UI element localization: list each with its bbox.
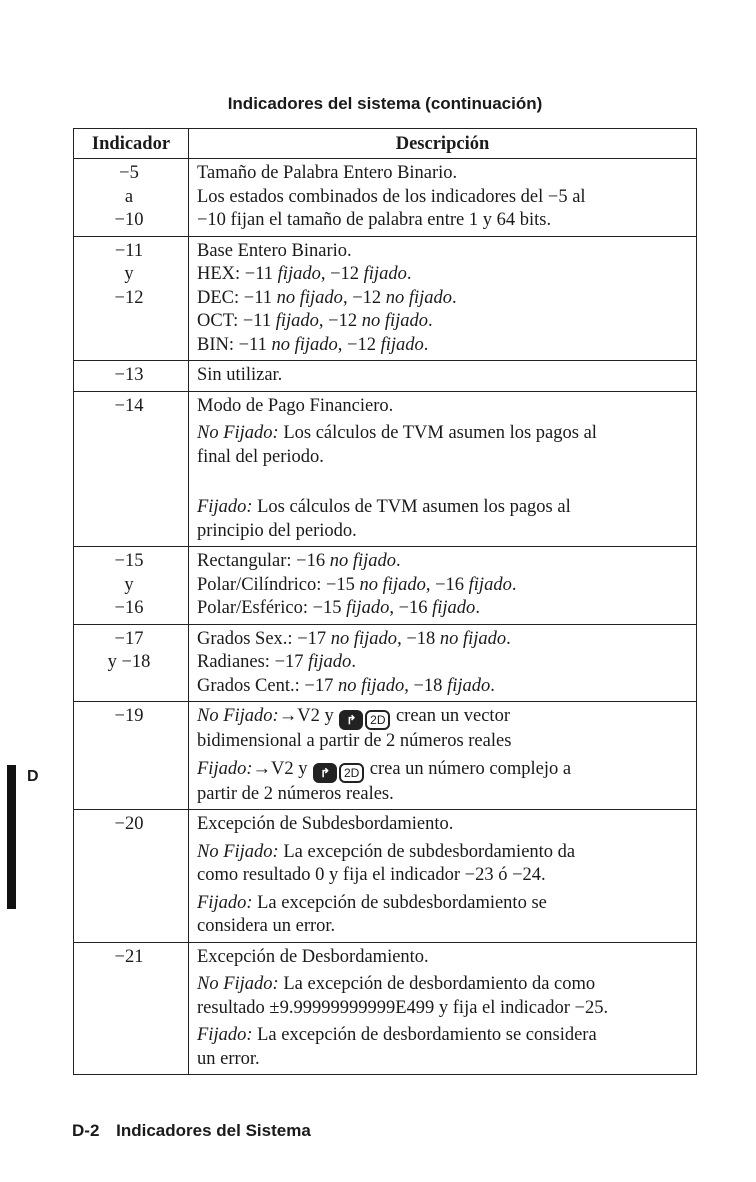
description-line: Radianes: −17 fijado. bbox=[197, 652, 356, 672]
page-footer bbox=[72, 1121, 311, 1141]
flag-number: −19 bbox=[114, 706, 144, 726]
description-line: Fijado: Los cálculos de TVM asumen los pagos al bbox=[197, 497, 571, 517]
flag-number: y −18 bbox=[107, 652, 151, 672]
description-line: BIN: −11 no fijado, −12 fijado. bbox=[197, 334, 429, 355]
column-header-indicador: Indicador bbox=[74, 129, 189, 159]
description-line: OCT: −11 fijado, −12 no fijado. bbox=[197, 311, 433, 331]
table-row bbox=[74, 547, 697, 625]
page-number: D-2 bbox=[72, 1121, 100, 1140]
description-line: Tamaño de Palabra Entero Binario. bbox=[197, 163, 458, 183]
description-line: Rectangular: −16 no fijado. bbox=[197, 551, 401, 571]
column-header-descripcion: Descripción bbox=[189, 129, 697, 159]
description-cell bbox=[189, 159, 697, 237]
flag-number: −14 bbox=[114, 395, 144, 416]
table-row bbox=[74, 391, 697, 547]
table-header-row bbox=[74, 129, 697, 159]
table-row bbox=[74, 810, 697, 943]
description-line: principio del periodo. bbox=[197, 520, 357, 541]
flag-cell bbox=[74, 810, 189, 943]
footer-title: Indicadores del Sistema bbox=[116, 1121, 311, 1140]
table-row bbox=[74, 159, 697, 237]
description-cell bbox=[189, 942, 697, 1075]
description-line: considera un error. bbox=[197, 916, 336, 936]
flag-number: −17 bbox=[114, 628, 144, 649]
flag-cell bbox=[74, 361, 189, 392]
flag-number: y bbox=[124, 574, 134, 595]
flag-cell bbox=[74, 702, 189, 810]
description-line: Excepción de Desbordamiento. bbox=[197, 946, 429, 967]
table-row bbox=[74, 361, 697, 392]
flag-number: −16 bbox=[114, 598, 144, 618]
description-line: Modo de Pago Financiero. bbox=[197, 395, 394, 416]
table-row bbox=[74, 702, 697, 810]
flag-number: −13 bbox=[114, 365, 144, 385]
right-shift-key-icon: ↱ bbox=[339, 710, 363, 730]
table-row bbox=[74, 942, 697, 1075]
flag-number: −10 bbox=[114, 210, 144, 230]
flag-number: −21 bbox=[114, 946, 144, 967]
description-cell bbox=[189, 810, 697, 943]
section-tab-letter: D bbox=[27, 768, 39, 785]
description-cell bbox=[189, 236, 697, 361]
right-shift-key-icon: ↱ bbox=[313, 763, 337, 783]
description-line: Fijado: La excepción de subdesbordamiento se bbox=[197, 892, 547, 913]
table-row bbox=[74, 624, 697, 702]
table-row bbox=[74, 236, 697, 361]
flag-cell bbox=[74, 547, 189, 625]
description-line: final del periodo. bbox=[197, 446, 324, 467]
description-cell bbox=[189, 361, 697, 392]
description-line: Polar/Esférico: −15 fijado, −16 fijado. bbox=[197, 598, 480, 618]
description-line: Base Entero Binario. bbox=[197, 240, 352, 261]
description-line: No Fijado: La excepción de desbordamiento da como bbox=[197, 974, 596, 994]
description-line: No Fijado: Los cálculos de TVM asumen los pagos al bbox=[197, 423, 597, 443]
description-line: No Fijado: La excepción de subdesbordamiento da bbox=[197, 841, 576, 862]
2d-key-icon: 2D bbox=[365, 710, 390, 730]
flag-number: −15 bbox=[114, 551, 144, 571]
flag-number: −11 bbox=[114, 240, 144, 261]
flags-table bbox=[73, 128, 697, 1075]
description-line: bidimensional a partir de 2 números reales bbox=[197, 731, 512, 751]
description-line: como resultado 0 y fija el indicador −23 ó −24. bbox=[197, 865, 546, 885]
description-line: DEC: −11 no fijado, −12 no fijado. bbox=[197, 287, 457, 308]
description-cell bbox=[189, 391, 697, 547]
description-line: Fijado: La excepción de desbordamiento se considera bbox=[197, 1025, 597, 1045]
flag-number: −12 bbox=[114, 287, 144, 308]
description-line: Fijado:→V2 y ↱ 2D crea un número complejo a bbox=[197, 758, 690, 783]
description-cell bbox=[189, 547, 697, 625]
description-line: Los estados combinados de los indicadores del −5 al bbox=[197, 186, 586, 207]
flag-cell bbox=[74, 236, 189, 361]
flag-number: y bbox=[124, 264, 134, 284]
flag-number: a bbox=[124, 186, 134, 207]
flag-number: −5 bbox=[119, 163, 139, 183]
description-line: un error. bbox=[197, 1048, 260, 1069]
description-line: Polar/Cilíndrico: −15 no fijado, −16 fijado. bbox=[197, 574, 517, 595]
description-line: No Fijado:→V2 y ↱ 2D crean un vector bbox=[197, 705, 690, 730]
description-cell bbox=[189, 702, 697, 810]
page-title: Indicadores del sistema (continuación) bbox=[227, 94, 543, 113]
description-line: partir de 2 números reales. bbox=[197, 783, 394, 804]
description-line: HEX: −11 fijado, −12 fijado. bbox=[197, 264, 412, 284]
2d-key-icon: 2D bbox=[339, 763, 364, 783]
flag-cell bbox=[74, 624, 189, 702]
description-line: −10 fijan el tamaño de palabra entre 1 y 64 bits. bbox=[197, 210, 552, 230]
description-line: Grados Sex.: −17 no fijado, −18 no fijado. bbox=[197, 628, 511, 649]
description-line: Grados Cent.: −17 no fijado, −18 fijado. bbox=[197, 675, 495, 696]
description-line: Sin utilizar. bbox=[197, 365, 283, 385]
flag-cell bbox=[74, 391, 189, 547]
flag-number: −20 bbox=[114, 814, 144, 834]
description-line: Excepción de Subdesbordamiento. bbox=[197, 814, 454, 834]
flag-cell bbox=[74, 942, 189, 1075]
section-tab-bar bbox=[7, 765, 16, 909]
flag-cell bbox=[74, 159, 189, 237]
description-cell bbox=[189, 624, 697, 702]
description-line: resultado ±9.99999999999E499 y fija el indicador −25. bbox=[197, 997, 609, 1018]
